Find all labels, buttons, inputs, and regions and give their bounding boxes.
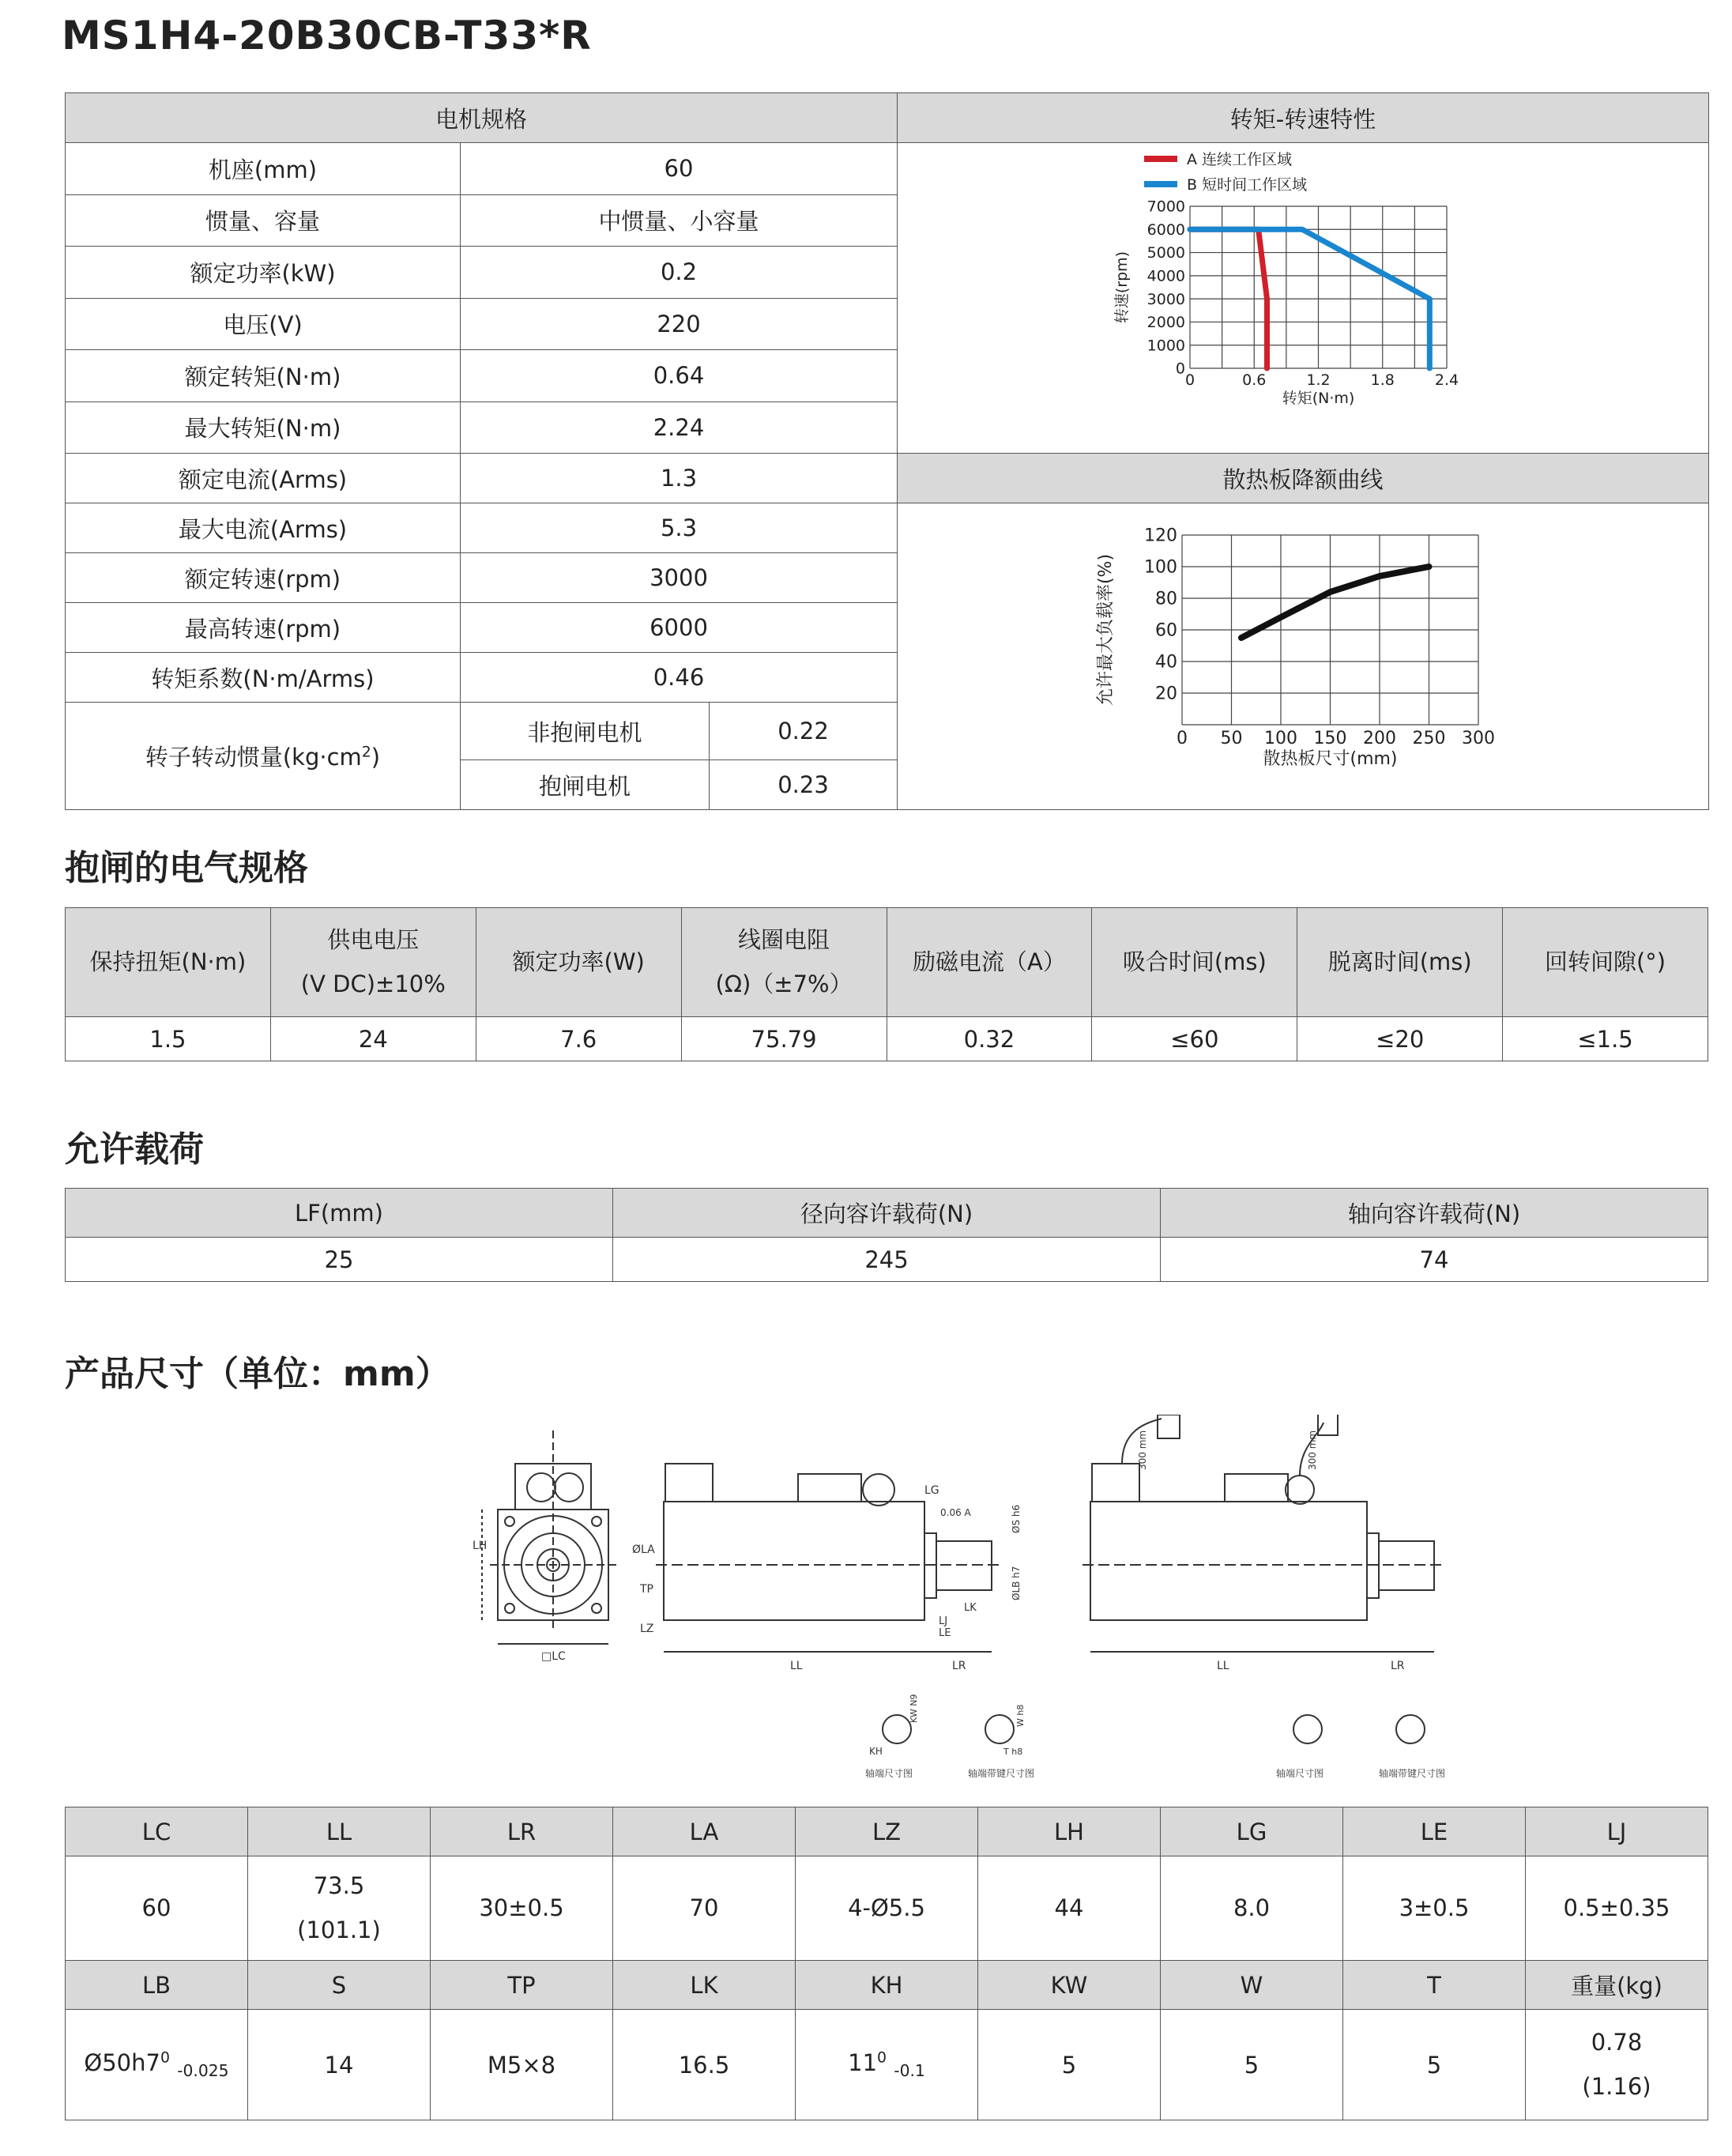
dim-col-header: LR xyxy=(431,1807,613,1856)
label-lb: ØLB h7 xyxy=(1011,1566,1022,1600)
dim-value: M5×8 xyxy=(431,2010,613,2120)
y-tick-label: 60 xyxy=(1155,620,1178,641)
x-axis-label: 转矩(N·m) xyxy=(1282,390,1355,407)
derating-header: 散热板降额曲线 xyxy=(898,454,1709,503)
spec-value: 0.46 xyxy=(461,653,898,703)
x-tick-label: 2.4 xyxy=(1434,371,1459,389)
dim-col-header: TP xyxy=(431,1961,613,2010)
y-tick-label: 2000 xyxy=(1147,314,1186,332)
label-kh: KH xyxy=(869,1746,883,1757)
x-tick-label: 0.6 xyxy=(1242,371,1267,389)
shaft-caption-4: 轴端带键尺寸图 xyxy=(1379,1768,1446,1779)
spec-header: 电机规格 xyxy=(66,93,898,143)
x-tick-label: 150 xyxy=(1313,729,1347,748)
y-tick-label: 3000 xyxy=(1147,290,1186,308)
dimension-drawing xyxy=(466,1415,1636,1786)
dim-col-header: LZ xyxy=(796,1807,978,1856)
inertia-sub-label: 抱闸电机 xyxy=(461,760,710,810)
dimension-table xyxy=(65,1807,1708,2120)
spec-value: 中惯量、小容量 xyxy=(461,194,898,247)
label-kw: KW N9 xyxy=(909,1694,919,1723)
load-value: 25 xyxy=(66,1238,613,1282)
dim-col-header: LE xyxy=(1343,1807,1526,1856)
brake-col-header: 保持扭矩(N·m) xyxy=(66,908,271,1017)
shaft-caption-2: 轴端带键尺寸图 xyxy=(968,1768,1035,1779)
label-s: ØS h6 xyxy=(1011,1504,1022,1533)
front-view xyxy=(482,1430,620,1644)
dim-col-header: T xyxy=(1343,1961,1526,2010)
legend-label: A 连续工作区域 xyxy=(1187,151,1293,168)
dim-value-lb: $Ø50h7^0$ $_{-0.025}$ xyxy=(66,2010,248,2120)
spec-value: 220 xyxy=(461,298,898,350)
dim-col-header: KW xyxy=(978,1961,1161,2010)
label-la: ØLA xyxy=(632,1544,655,1556)
dim-value: 14 xyxy=(248,2010,431,2120)
spec-label: 额定转矩(N·m) xyxy=(66,350,461,402)
dim-col-header: W xyxy=(1161,1961,1343,2010)
dim-col-header: LH xyxy=(978,1807,1161,1856)
label-t: T h8 xyxy=(1003,1747,1023,1757)
spec-label: 最高转速(rpm) xyxy=(66,603,461,653)
legend-label: B 短时间工作区域 xyxy=(1187,176,1308,194)
torque-speed-header: 转矩-转速特性 xyxy=(898,93,1709,143)
torque-speed-chart-cell xyxy=(898,143,1709,454)
dim-col-header: 重量(kg) xyxy=(1526,1961,1708,2010)
dim-value: 44 xyxy=(978,1856,1161,1961)
derating-chart-cell xyxy=(898,503,1709,810)
label-lr-brake: LR xyxy=(1391,1660,1405,1672)
spec-label: 额定转速(rpm) xyxy=(66,553,461,603)
label-lz: LZ xyxy=(640,1623,654,1635)
x-axis-label: 散热板尺寸(mm) xyxy=(1263,749,1398,769)
x-tick-label: 1.8 xyxy=(1370,371,1395,389)
spec-value: 5.3 xyxy=(461,503,898,553)
dims-heading: 产品尺寸（单位：mm） xyxy=(65,1354,450,1394)
y-tick-label: 40 xyxy=(1155,652,1178,673)
x-tick-label: 0 xyxy=(1177,729,1188,748)
y-tick-label: 7000 xyxy=(1147,198,1186,216)
inertia-sub-label: 非抱闸电机 xyxy=(461,703,710,760)
spec-value: 2.24 xyxy=(461,401,898,454)
dim-col-header: LL xyxy=(248,1807,431,1856)
y-axis-label: 允许最大负载率(%) xyxy=(1096,553,1116,707)
label-cable: 300 mm xyxy=(1137,1430,1148,1470)
brake-col-header: 脱离时间(ms) xyxy=(1297,908,1503,1017)
brake-col-header: 励磁电流（A） xyxy=(887,908,1092,1017)
brake-value: 1.5 xyxy=(66,1017,271,1061)
load-value: 74 xyxy=(1161,1238,1708,1282)
dim-value: 73.5 (101.1) xyxy=(248,1856,431,1961)
derating-chart xyxy=(898,503,1709,804)
dim-col-header: LG xyxy=(1161,1807,1343,1856)
spec-value: 6000 xyxy=(461,603,898,653)
shaft-caption-1: 轴端尺寸图 xyxy=(865,1768,913,1779)
brake-col-header: 额定功率(W) xyxy=(476,908,681,1017)
x-tick-label: 200 xyxy=(1363,729,1397,748)
dim-col-header: LK xyxy=(613,1961,796,2010)
y-tick-label: 120 xyxy=(1144,526,1178,546)
label-le: LE xyxy=(939,1627,951,1639)
page-title: MS1H4-20B30CB-T33*R xyxy=(62,13,592,58)
label-w: W h8 xyxy=(1015,1704,1026,1727)
label-tol: 0.06 A xyxy=(940,1507,971,1518)
brake-heading: 抱闸的电气规格 xyxy=(65,848,308,888)
dim-value: 70 xyxy=(613,1856,796,1961)
load-heading: 允许载荷 xyxy=(65,1129,204,1170)
brake-col-header: 线圈电阻 (Ω)（±7%） xyxy=(681,908,887,1017)
dim-value: 3±0.5 xyxy=(1343,1856,1526,1961)
dim-value: 4-Ø5.5 xyxy=(796,1856,978,1961)
spec-label: 最大电流(Arms) xyxy=(66,503,461,553)
y-tick-label: 5000 xyxy=(1147,244,1186,262)
dim-col-header: LB xyxy=(66,1961,248,2010)
dim-value-kh: $11^0$ $_{-0.1}$ xyxy=(796,2010,978,2120)
brake-col-header: 回转间隙(°) xyxy=(1503,908,1708,1017)
x-tick-label: 0 xyxy=(1184,371,1195,389)
label-lk: LK xyxy=(964,1602,977,1614)
shaft-caption-3: 轴端尺寸图 xyxy=(1276,1768,1324,1779)
label-lg: LG xyxy=(924,1484,939,1497)
label-lj: LJ xyxy=(939,1615,948,1627)
x-tick-label: 250 xyxy=(1412,729,1446,748)
y-tick-label: 0 xyxy=(1175,360,1186,378)
x-tick-label: 300 xyxy=(1462,729,1496,748)
inertia-label: 转子转动惯量$(kg\cdot cm^2)$ xyxy=(66,703,461,810)
spec-value: 3000 xyxy=(461,553,898,603)
spec-label: 机座(mm) xyxy=(66,143,461,195)
dim-value: 8.0 xyxy=(1161,1856,1343,1961)
label-ll: LL xyxy=(790,1660,803,1672)
spec-label: 电压(V) xyxy=(66,298,461,350)
dim-value: 30±0.5 xyxy=(431,1856,613,1961)
dim-value-weight: 0.78 (1.16) xyxy=(1526,2010,1708,2120)
label-tp: TP xyxy=(640,1583,653,1596)
label-lc: □LC xyxy=(541,1650,566,1663)
dim-col-header: KH xyxy=(796,1961,978,2010)
x-tick-label: 1.2 xyxy=(1306,371,1331,389)
dim-value: 16.5 xyxy=(613,2010,796,2120)
brake-value: ≤1.5 xyxy=(1503,1017,1708,1061)
spec-label: 惯量、容量 xyxy=(66,194,461,247)
torque-speed-chart xyxy=(898,143,1709,447)
load-table xyxy=(65,1188,1708,1282)
spec-label: 转矩系数(N·m/Arms) xyxy=(66,653,461,703)
dim-value: 5 xyxy=(1343,2010,1526,2120)
y-tick-label: 1000 xyxy=(1147,337,1186,355)
spec-label: 额定电流(Arms) xyxy=(66,454,461,503)
load-value: 245 xyxy=(613,1238,1161,1282)
y-tick-label: 20 xyxy=(1155,684,1178,704)
y-tick-label: 80 xyxy=(1155,589,1178,609)
load-col-header: LF(mm) xyxy=(66,1189,613,1238)
dim-value: 0.5±0.35 xyxy=(1526,1856,1708,1961)
dim-col-header: S xyxy=(248,1961,431,2010)
dim-col-header: LA xyxy=(613,1807,796,1856)
y-axis-label: 转速(rpm) xyxy=(1113,251,1131,324)
brake-col-header: 供电电压 (V DC)±10% xyxy=(270,908,476,1017)
spec-value: 1.3 xyxy=(461,454,898,503)
dim-value: 5 xyxy=(978,2010,1161,2120)
dim-value: 5 xyxy=(1161,2010,1343,2120)
label-cable-2: 300 mm xyxy=(1307,1430,1318,1470)
brake-value: 75.79 xyxy=(681,1017,887,1061)
side-view-standard xyxy=(656,1464,1003,1652)
shaft-detail-views xyxy=(883,1715,1425,1743)
y-tick-label: 4000 xyxy=(1147,267,1186,285)
brake-value: 24 xyxy=(270,1017,476,1061)
brake-value: ≤20 xyxy=(1297,1017,1503,1061)
motor-spec-table xyxy=(65,92,1709,810)
x-tick-label: 50 xyxy=(1220,729,1243,748)
inertia-sub-value: 0.23 xyxy=(710,760,898,810)
series-line-1 xyxy=(1241,567,1429,638)
dim-value: 60 xyxy=(66,1856,248,1961)
label-lr: LR xyxy=(952,1660,966,1672)
brake-spec-table xyxy=(65,907,1708,1061)
spec-value: 0.64 xyxy=(461,350,898,402)
brake-value: 0.32 xyxy=(887,1017,1092,1061)
dim-col-header: LC xyxy=(66,1807,248,1856)
brake-col-header: 吸合时间(ms) xyxy=(1092,908,1297,1017)
label-lh: LH xyxy=(473,1540,488,1552)
label-ll-brake: LL xyxy=(1217,1660,1229,1672)
y-tick-label: 6000 xyxy=(1147,220,1186,239)
brake-value: ≤60 xyxy=(1092,1017,1297,1061)
inertia-sub-value: 0.22 xyxy=(710,703,898,760)
load-col-header: 轴向容许载荷(N) xyxy=(1161,1189,1708,1238)
x-tick-label: 100 xyxy=(1264,729,1298,748)
dim-col-header: LJ xyxy=(1526,1807,1708,1856)
spec-value: 60 xyxy=(461,143,898,195)
spec-label: 额定功率(kW) xyxy=(66,247,461,299)
load-col-header: 径向容许载荷(N) xyxy=(613,1189,1161,1238)
spec-label: 最大转矩(N·m) xyxy=(66,401,461,454)
brake-value: 7.6 xyxy=(476,1017,681,1061)
spec-value: 0.2 xyxy=(461,247,898,299)
y-tick-label: 100 xyxy=(1144,557,1178,578)
